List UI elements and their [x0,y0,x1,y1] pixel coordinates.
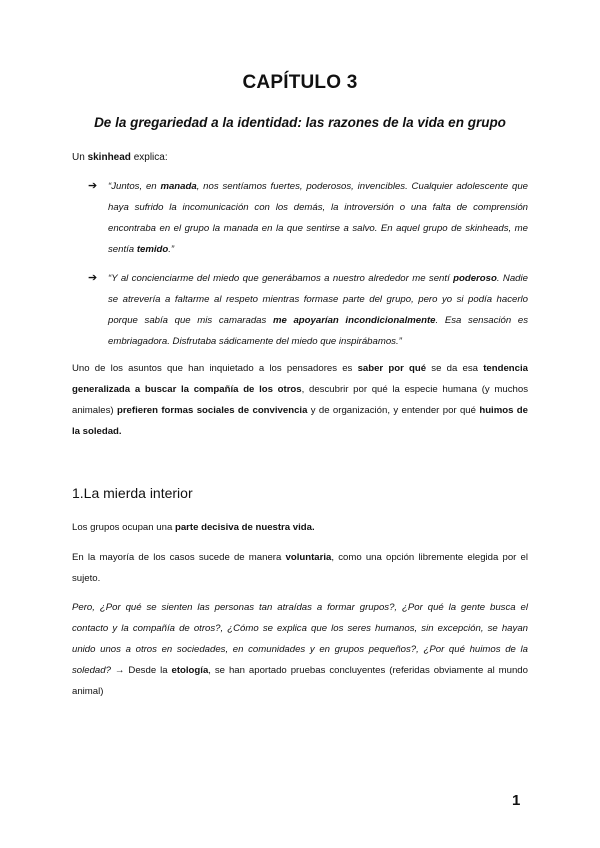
paragraph-1-text: y de organización, y entender por qué [307,405,480,416]
quote-2-bold: poderoso [453,273,497,284]
paragraph-4-bold: etología [171,665,209,676]
paragraph-1-bold: tendencia generalizada a buscar la compañía de los otros [72,363,528,395]
paragraph-4-questions: Pero, ¿Por qué se sienten las personas tan atraídas a formar grupos?, ¿Por qué la gente busca el contacto y la compañía de otros?, ¿Cómo se explica que los seres humanos, sin excepción, se hayan unido unos a otros en sociedades, en comunidades y en grupos pequeños?, ¿Por qué huimos de la soledad? [72,602,528,676]
paragraph-1-text: , descubrir por qué la especie humana (y muchos animales) [72,384,529,416]
quote-1-text: “Juntos, en [108,181,161,192]
quote-2 [108,268,528,352]
paragraph-3-text: En la mayoría de los casos sucede de manera [72,552,286,563]
paragraph-1-text: se da esa [426,363,484,374]
quote-1-bold: manada [160,181,197,192]
section-heading: 1.La mierda interior [72,485,193,501]
paragraph-1-bold: saber por qué [357,363,427,374]
arrow-right-icon: ➔ [88,180,98,192]
paragraph-1 [72,358,528,442]
quote-2-text: . Esa sensación es embriagadora. Disfrutaba sádicamente del miedo que inspirábamos.” [108,315,528,347]
paragraph-2-text: Los grupos ocupan una [72,522,175,533]
paragraph-4-text: , se han aportado pruebas concluyentes (referidas obviamente al mundo animal) [72,665,528,697]
arrow-right-icon: ➔ [88,272,98,284]
paragraph-3-text: , como una opción libremente elegida por el sujeto. [72,552,528,584]
quote-1-bold: temido [136,244,169,255]
quote-1-text: .” [168,244,175,255]
paragraph-1-bold: prefieren formas sociales de convivencia [116,405,308,416]
paragraph-2 [72,517,528,538]
paragraph-1-text: Uno de los asuntos que han inquietado a los pensadores es [72,363,358,374]
intro-prefix: Un [72,152,88,163]
quote-1 [108,176,528,260]
quote-1-text: , nos sentíamos fuertes, poderosos, invencibles. Cualquier adolescente que haya sufrido la incomunicación con los demás, la introversión o una falta de comprensión encontraba en el grupo la manada en la que sentirse a salvo. En aquel grupo de skinheads, me sentía [108,181,528,255]
intro-line [72,152,168,163]
intro-suffix: explica: [130,152,168,163]
page-number: 1 [512,792,521,809]
quote-2-bold: me apoyarían incondicionalmente [272,315,436,326]
chapter-title: CAPÍTULO 3 [242,72,358,93]
paragraph-1-bold: huimos de la soledad. [72,405,528,437]
paragraph-3-bold: voluntaria [285,552,332,563]
intro-bold: skinhead [87,152,131,163]
chapter-subtitle: De la gregariedad a la identidad: las razones de la vida en grupo [94,115,506,130]
paragraph-3 [72,547,528,589]
paragraph-4 [72,597,528,702]
paragraph-2-bold: parte decisiva de nuestra vida. [174,522,315,533]
paragraph-4-text: → Desde la [110,665,172,676]
quote-2-text: . Nadie se atrevería a faltarme al respeto mientras formase parte del grupo, pero yo si podía hacerlo porque sabía que mis camaradas [108,273,528,326]
quote-2-text: “Y al concienciarme del miedo que generábamos a nuestro alrededor me sentí [108,273,454,284]
